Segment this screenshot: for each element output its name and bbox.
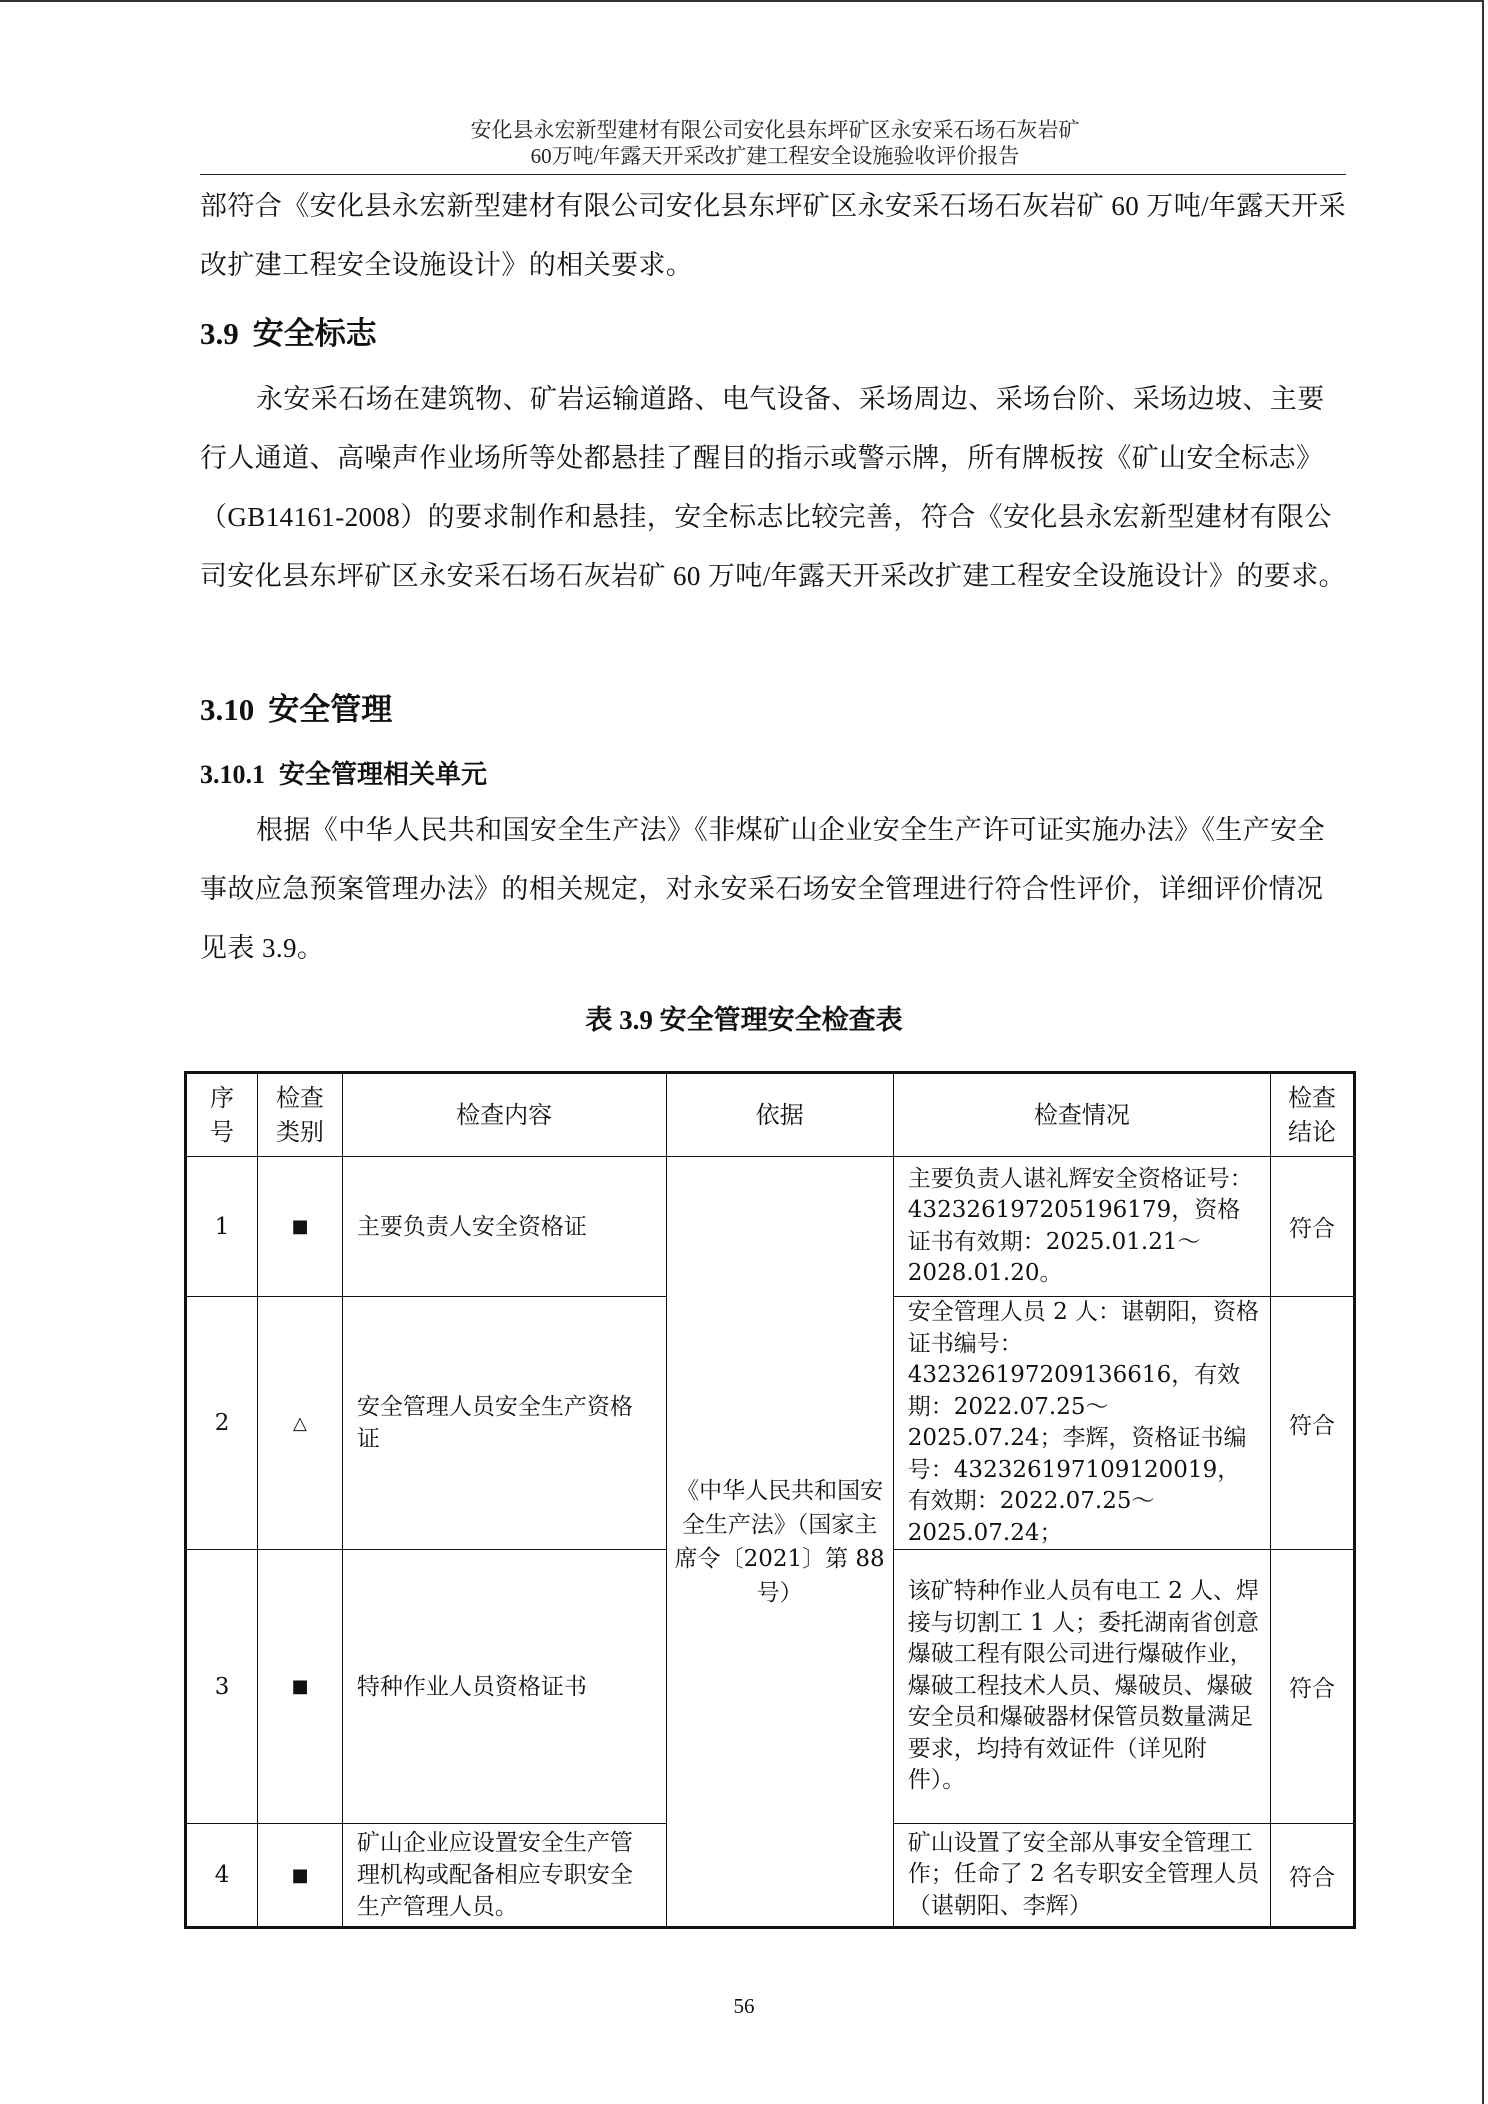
section-3-9-text: 永安采石场在建筑物、矿岩运输道路、电气设备、采场周边、采场台阶、采场边坡、主要行人通道、高噪声作业场所等处都悬挂了醒目的指示或警示牌，所有牌板按《矿山安全标志》（GB14161-2008）的要求制作和悬挂，安全标志比较完善，符合《安化县永宏新型建材有限公司安化县东坪矿区永安采石场石灰岩矿 60 万吨/年露天开采改扩建工程安全设施设计》的要求。 <box>200 384 1346 591</box>
row-status: 安全管理人员 2 人：谌朝阳，资格证书编号：432326197209136616，有效期：2022.07.25～2025.07.24；李辉，资格证书编号：432326197109120019，有效期：2022.07.25～2025.07.24； <box>893 1297 1270 1550</box>
subsection-title: 安全管理相关单元 <box>279 760 488 789</box>
header-status: 检查情况 <box>893 1073 1270 1157</box>
header-no: 序号 <box>186 1073 258 1157</box>
section-number: 3.10 <box>200 692 255 727</box>
basis-cell-merged: 《中华人民共和国安全生产法》（国家主席令〔2021〕第 88 号） <box>666 1157 893 1928</box>
header-line-1: 安化县永宏新型建材有限公司安化县东坪矿区永安采石场石灰岩矿 <box>470 118 1080 142</box>
row-no: 2 <box>186 1297 258 1550</box>
section-heading-3-10 <box>200 684 392 729</box>
continuation-paragraph: 部符合《安化县永宏新型建材有限公司安化县东坪矿区永安采石场石灰岩矿 60 万吨/年露天开采改扩建工程安全设施设计》的相关要求。 <box>200 191 1346 280</box>
table-row <box>186 1157 1355 1297</box>
table-caption: 表 3.9 安全管理安全检查表 <box>585 1005 903 1035</box>
header-basis: 依据 <box>666 1073 893 1157</box>
subsection-number: 3.10.1 <box>200 760 265 789</box>
header-content: 检查内容 <box>342 1073 666 1157</box>
section-title: 安全管理 <box>268 692 393 727</box>
row-content: 特种作业人员资格证书 <box>342 1550 666 1824</box>
row-no: 4 <box>186 1824 258 1928</box>
header-line-2: 60万吨/年露天开采改扩建工程安全设施验收评价报告 <box>530 144 1020 168</box>
row-status: 该矿特种作业人员有电工 2 人、焊接与切割工 1 人；委托湖南省创意爆破工程有限公司进行爆破作业，爆破工程技术人员、爆破员、爆破安全员和爆破器材保管员数量满足要求，均持有效证件（详见附件）。 <box>893 1550 1270 1824</box>
row-result: 符合 <box>1270 1157 1354 1297</box>
safety-check-table <box>184 1071 1356 1929</box>
row-no: 3 <box>186 1550 258 1824</box>
section-heading-3-9 <box>200 308 377 353</box>
header-rule <box>200 174 1346 175</box>
category-mark-triangle: △ <box>258 1297 343 1550</box>
row-status: 主要负责人谌礼辉安全资格证号：432326197205196179，资格证书有效期：2025.01.21～2028.01.20。 <box>893 1157 1270 1297</box>
table-header-row <box>186 1073 1355 1157</box>
header-result: 检查结论 <box>1270 1073 1354 1157</box>
page-number: 56 <box>733 1994 755 2018</box>
section-3-9-paragraph <box>200 370 1346 606</box>
row-result: 符合 <box>1270 1824 1354 1928</box>
row-content: 安全管理人员安全生产资格证 <box>342 1297 666 1550</box>
row-content: 矿山企业应设置安全生产管理机构或配备相应专职安全生产管理人员。 <box>342 1824 666 1928</box>
running-header <box>200 117 1350 169</box>
row-status: 矿山设置了安全部从事安全管理工作；任命了 2 名专职安全管理人员（谌朝阳、李辉） <box>893 1824 1270 1928</box>
header-category: 检查类别 <box>258 1073 343 1157</box>
category-mark-square: ■ <box>258 1824 343 1928</box>
section-3-10-1-text: 根据《中华人民共和国安全生产法》《非煤矿山企业安全生产许可证实施办法》《生产安全事故应急预案管理办法》的相关规定，对永安采石场安全管理进行符合性评价，详细评价情况见表 3.9。 <box>200 815 1325 963</box>
row-content: 主要负责人安全资格证 <box>342 1157 666 1297</box>
section-3-10-1-paragraph <box>200 801 1346 978</box>
category-mark-square: ■ <box>258 1550 343 1824</box>
row-no: 1 <box>186 1157 258 1297</box>
category-mark-square: ■ <box>258 1157 343 1297</box>
row-result: 符合 <box>1270 1297 1354 1550</box>
section-number: 3.9 <box>200 316 239 351</box>
section-title: 安全标志 <box>252 316 377 351</box>
row-result: 符合 <box>1270 1550 1354 1824</box>
subsection-heading-3-10-1 <box>200 754 487 791</box>
